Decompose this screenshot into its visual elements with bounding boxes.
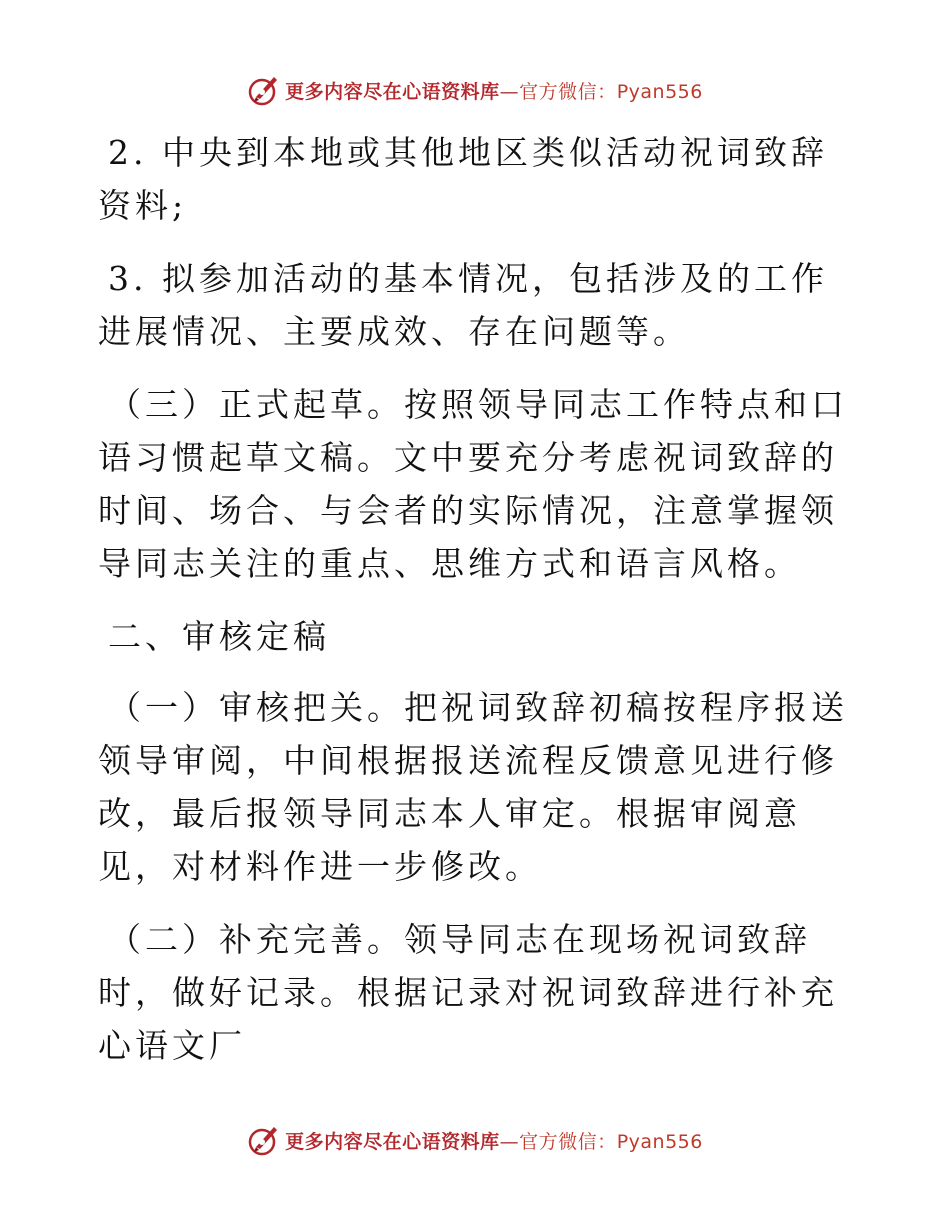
paragraph-section-3: （三）正式起草。按照领导同志工作特点和口语习惯起草文稿。文中要充分考虑祝词致辞的时间、场合、与会者的实际情况，注意掌握领导同志关注的重点、思维方式和语言风格。 <box>98 385 848 583</box>
footer-watermark <box>0 1120 950 1160</box>
watermark-text <box>285 1127 703 1154</box>
watermark-separator: — <box>499 1130 520 1153</box>
watermark-wechat-id: Pyan556 <box>616 1130 703 1153</box>
quill-pen-logo-icon <box>247 73 281 107</box>
watermark-brand: 更多内容尽在心语资料库 <box>285 1130 500 1153</box>
watermark-text <box>285 77 703 104</box>
watermark-wechat-id: Pyan556 <box>616 80 703 103</box>
document-body <box>98 126 850 1092</box>
section-heading-2: 二、审核定稿 <box>108 617 330 656</box>
quill-pen-logo-icon <box>247 1123 281 1157</box>
paragraph-subsection-1: （一）审核把关。把祝词致辞初稿按程序报送领导审阅，中间根据报送流程反馈意见进行修改，最后报领导同志本人审定。根据审阅意见，对材料作进一步修改。 <box>98 688 848 886</box>
watermark-brand: 更多内容尽在心语资料库 <box>285 80 500 103</box>
watermark-wechat-label: 官方微信： <box>519 1130 617 1153</box>
paragraph-subsection-2: （二）补充完善。领导同志在现场祝词致辞时，做好记录。根据记录对祝词致辞进行补充心语文厂 <box>98 920 838 1065</box>
header-watermark <box>0 70 950 110</box>
watermark-wechat-label: 官方微信： <box>519 80 617 103</box>
paragraph-item-3: 3. 拟参加活动的基本情况，包括涉及的工作进展情况、主要成效、存在问题等。 <box>98 259 828 351</box>
paragraph-item-2: 2. 中央到本地或其他地区类似活动祝词致辞资料; <box>98 133 828 225</box>
watermark-separator: — <box>499 80 520 103</box>
